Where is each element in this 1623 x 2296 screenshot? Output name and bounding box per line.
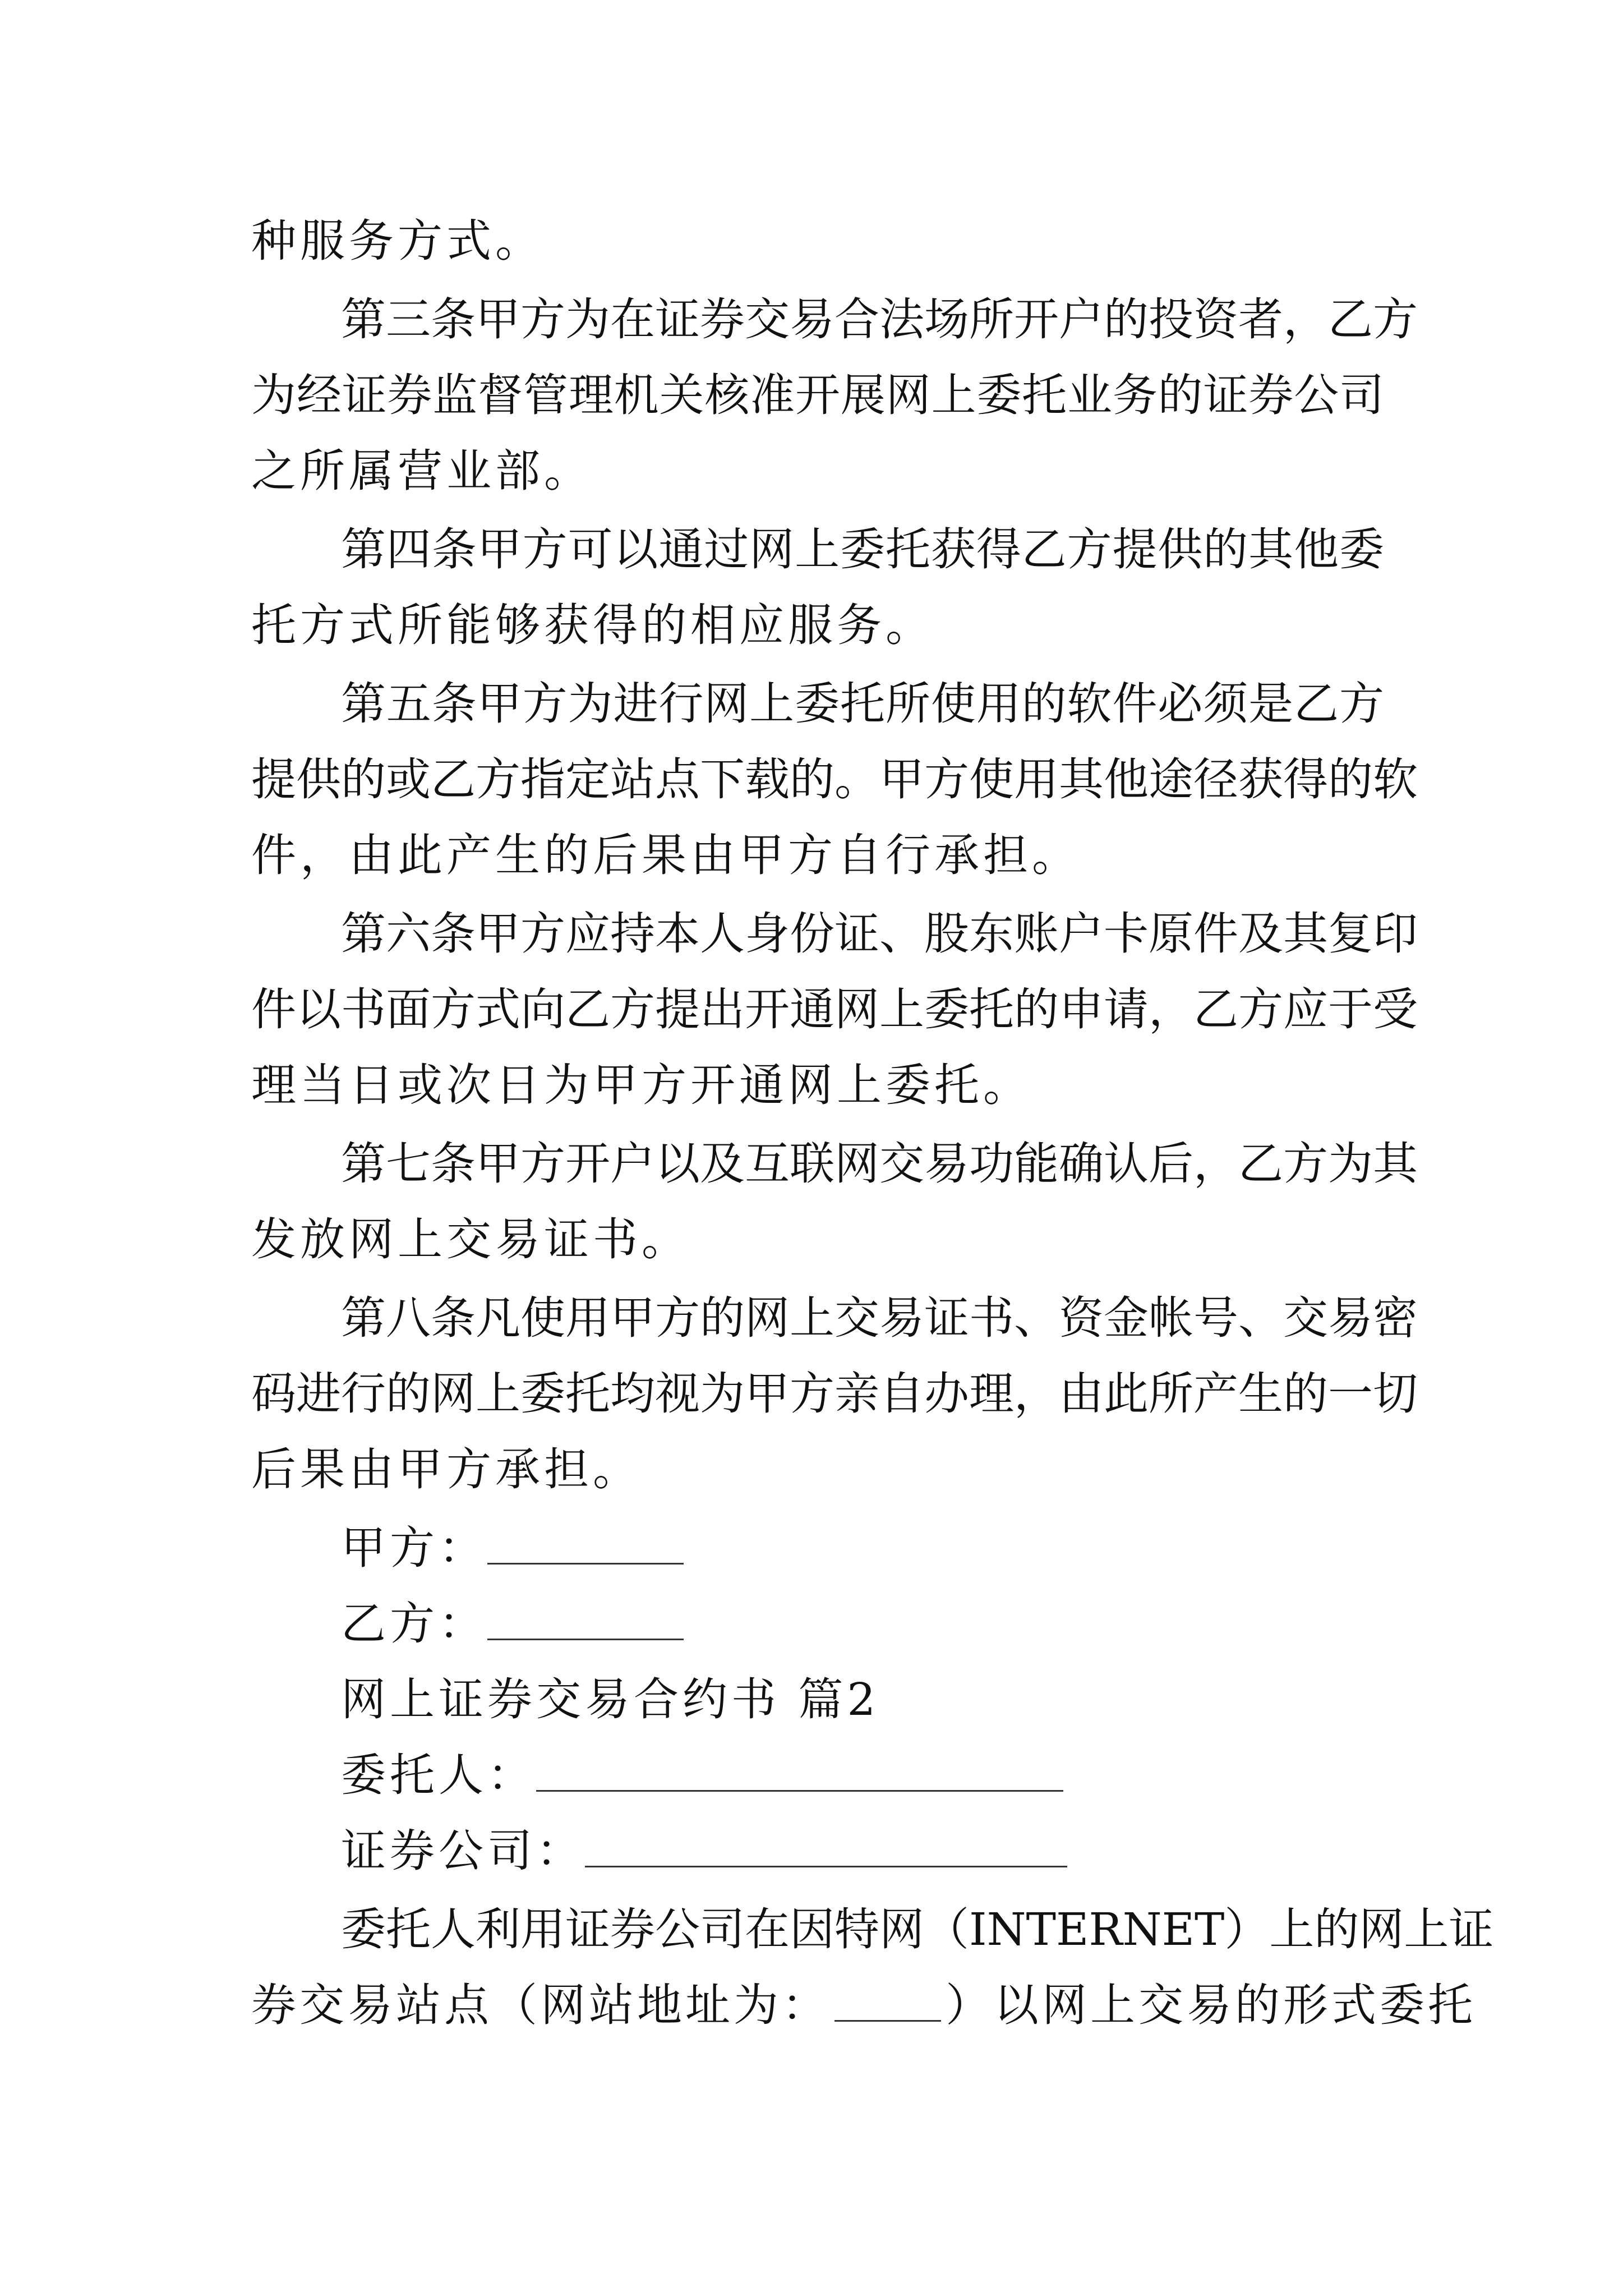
client-field [341, 1747, 1063, 1803]
text-line: 为经证券监督管理机关核准开展网上委托业务的证券公司 [251, 369, 1384, 421]
closing-line-2 [251, 1977, 1476, 2033]
text-line: 后果由甲方承担。 [251, 1443, 642, 1496]
text-line: 第五条甲方为进行网上委托所使用的软件必须是乙方 [341, 678, 1384, 730]
text-line: 第四条甲方可以通过网上委托获得乙方提供的其他委 [341, 523, 1384, 576]
text-line: 提供的或乙方指定站点下载的。甲方使用其他途径获得的软 [251, 753, 1418, 806]
text-line: 发放网上交易证书。 [251, 1213, 690, 1266]
closing-line-2-end: ）以网上交易的形式委托 [946, 1979, 1476, 2031]
broker-field [341, 1823, 1067, 1879]
text-line: 件，由此产生的后果由甲方自行承担。 [251, 829, 1081, 881]
text-line: 码进行的网上委托均视为甲方亲自办理，由此所产生的一切 [251, 1368, 1418, 1420]
text-line: 第八条凡使用甲方的网上交易证书、资金帐号、交易密 [341, 1292, 1418, 1344]
party-b-field [341, 1596, 684, 1652]
broker-blank[interactable] [585, 1823, 1067, 1867]
party-b-label: 乙方： [341, 1598, 487, 1650]
text-line: 件以书面方式向乙方提出开通网上委托的申请，乙方应于受 [251, 983, 1418, 1036]
text-line: 第六条甲方应持本人身份证、股东账户卡原件及其复印 [341, 908, 1418, 960]
party-a-field [341, 1520, 684, 1576]
text-line: 第七条甲方开户以及互联网交易功能确认后，乙方为其 [341, 1138, 1418, 1190]
text-line: 委托人利用证券公司在因特网（INTERNET）上的网上证 [341, 1903, 1494, 1955]
client-blank[interactable] [536, 1747, 1063, 1792]
broker-label: 证券公司： [341, 1825, 585, 1877]
client-label: 委托人： [341, 1749, 536, 1801]
text-line: 理当日或次日为甲方开通网上委托。 [251, 1059, 1032, 1111]
text-line: 之所属营业部。 [251, 445, 593, 497]
text-line: 种服务方式。 [251, 215, 544, 267]
section-title: 网上证券交易合约书 篇2 [341, 1673, 880, 1726]
party-b-blank[interactable] [487, 1596, 684, 1640]
party-a-blank[interactable] [487, 1520, 684, 1565]
party-a-label: 甲方： [341, 1522, 487, 1574]
text-line: 托方式所能够获得的相应服务。 [251, 599, 934, 651]
website-address-blank[interactable] [834, 1977, 941, 2022]
text-line: 第三条甲方为在证券交易合法场所开户的投资者，乙方 [341, 293, 1418, 346]
closing-line-2-start: 券交易站点（网站地址为： [251, 1979, 830, 2031]
